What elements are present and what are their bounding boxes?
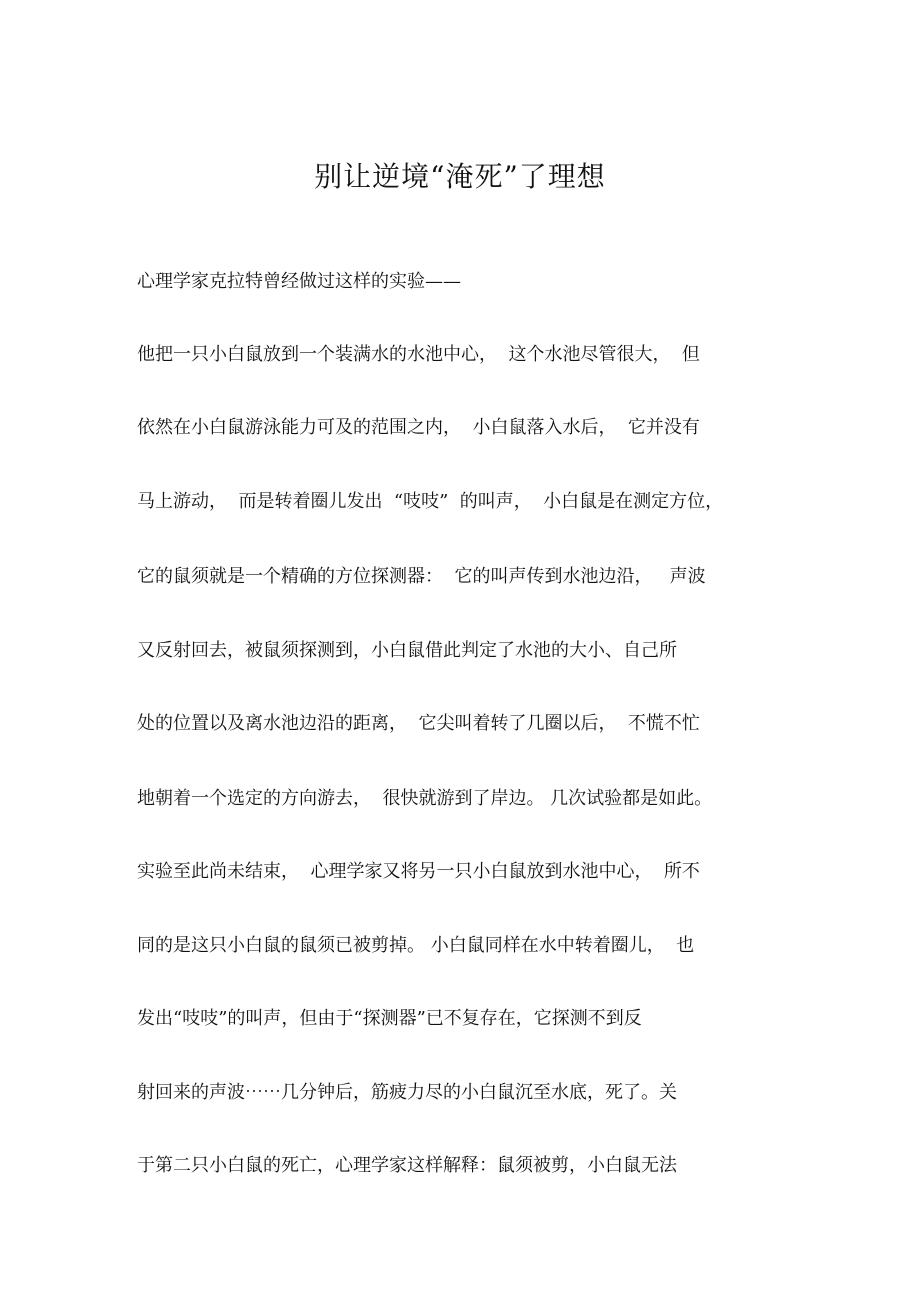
paragraph-line: 射回来的声波⋯⋯几分钟后，筋疲力尽的小白鼠沉至水底，死了。关 <box>137 1082 677 1103</box>
paragraph-line: 于第二只小白鼠的死亡，心理学家这样解释：鼠须被剪，小白鼠无法 <box>137 1155 677 1176</box>
paragraph-line: 依然在小白鼠游泳能力可及的范围之内， 小白鼠落入水后， 它并没有 <box>137 417 700 438</box>
document-title: 别让逆境“淹死”了理想 <box>314 160 606 193</box>
paragraph-line: 他把一只小白鼠放到一个装满水的水池中心， 这个水池尽管很大， 但 <box>137 344 700 365</box>
paragraph-line: 心理学家克拉特曾经做过这样的实验—— <box>137 271 461 292</box>
paragraph-line: 它的鼠须就是一个精确的方位探测器： 它的叫声传到水池边沿， 声波 <box>137 566 706 587</box>
paragraph-line: 同的是这只小白鼠的鼠须已被剪掉。 小白鼠同样在水中转着圈儿， 也 <box>137 935 695 956</box>
paragraph-line: 又反射回去，被鼠须探测到，小白鼠借此判定了水池的大小、自己所 <box>137 640 677 661</box>
paragraph-line: 马上游动， 而是转着圈儿发出 “吱吱” 的叫声， 小白鼠是在测定方位， <box>137 491 724 512</box>
paragraph-line: 发出“吱吱”的叫声，但由于“探测器”已不复存在，它探测不到反 <box>137 1008 642 1029</box>
paragraph-line: 实验至此尚未结束， 心理学家又将另一只小白鼠放到水池中心， 所不 <box>137 861 700 882</box>
paragraph-line: 处的位置以及离水池边沿的距离， 它尖叫着转了几圈以后， 不慌不忙 <box>137 713 700 734</box>
paragraph-line: 地朝着一个选定的方向游去， 很快就游到了岸边。 几次试验都是如此。 <box>137 788 713 809</box>
